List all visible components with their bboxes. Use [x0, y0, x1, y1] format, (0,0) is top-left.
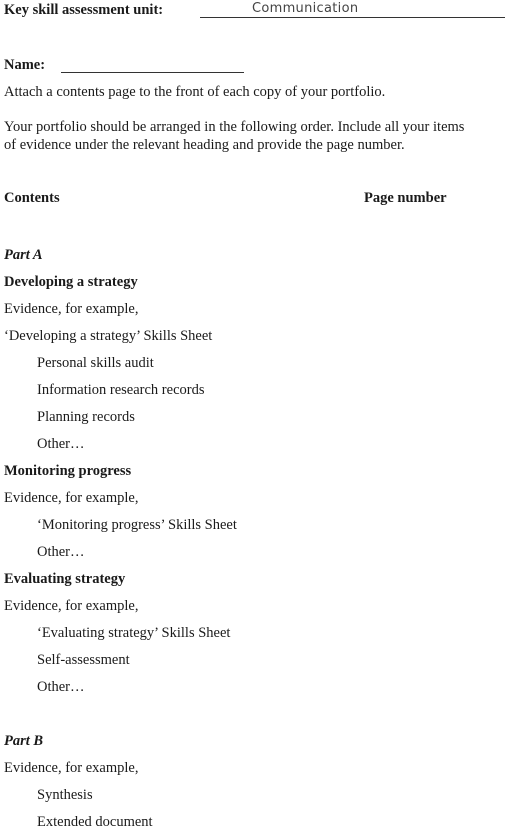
intro-line-1: Attach a contents page to the front of each copy of your portfolio.	[4, 84, 386, 100]
evidence-line: Evidence, for example,	[4, 490, 139, 506]
skills-sheet-developing-strategy: ‘Developing a strategy’ Skills Sheet	[4, 328, 213, 344]
part-a-title: Part A	[4, 247, 43, 263]
list-item: Self-assessment	[37, 652, 130, 668]
contents-heading: Contents	[4, 190, 60, 206]
intro-line-2a: Your portfolio should be arranged in the following order. Include all your items	[4, 119, 465, 135]
list-item: Planning records	[37, 409, 135, 425]
list-item: Other…	[37, 679, 85, 695]
section-heading-evaluating-strategy: Evaluating strategy	[4, 571, 126, 587]
name-field[interactable]	[61, 72, 244, 73]
unit-value: Communication	[252, 1, 359, 16]
list-item: Information research records	[37, 382, 205, 398]
evidence-line: Evidence, for example,	[4, 598, 139, 614]
list-item: Extended document	[37, 814, 153, 830]
unit-field[interactable]	[200, 17, 505, 18]
section-heading-developing-strategy: Developing a strategy	[4, 274, 138, 290]
intro-line-2b: of evidence under the relevant heading and provide the page number.	[4, 137, 405, 153]
part-b-title: Part B	[4, 733, 44, 749]
section-heading-monitoring-progress: Monitoring progress	[4, 463, 132, 479]
list-item: Personal skills audit	[37, 355, 154, 371]
unit-label: Key skill assessment unit:	[4, 2, 164, 18]
evidence-line: Evidence, for example,	[4, 760, 139, 776]
list-item: Synthesis	[37, 787, 93, 803]
list-item: ‘Evaluating strategy’ Skills Sheet	[37, 625, 231, 641]
name-label: Name:	[4, 57, 46, 73]
list-item: Other…	[37, 436, 85, 452]
evidence-line: Evidence, for example,	[4, 301, 139, 317]
list-item: ‘Monitoring progress’ Skills Sheet	[37, 517, 237, 533]
list-item: Other…	[37, 544, 85, 560]
page-number-heading: Page number	[364, 190, 447, 206]
